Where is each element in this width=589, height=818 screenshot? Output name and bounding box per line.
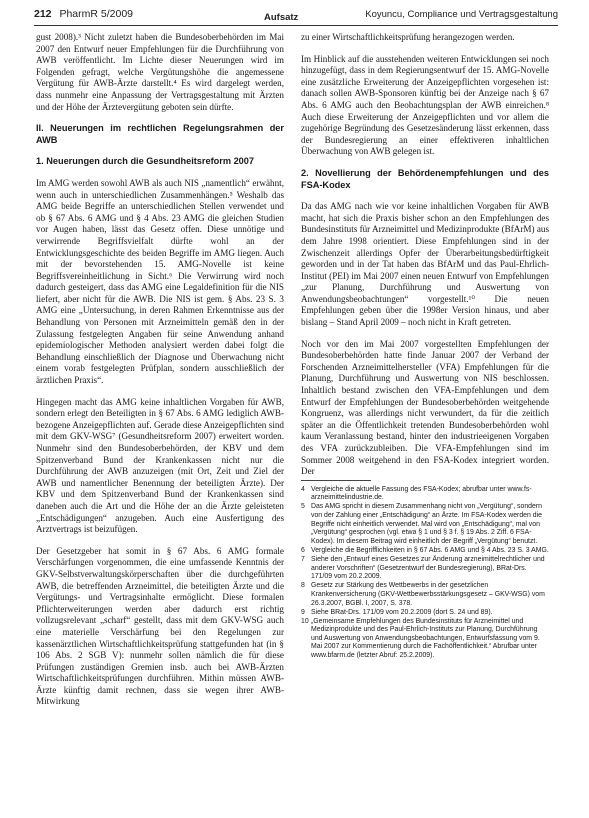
body-paragraph: Da das AMG nach wie vor keine inhaltlichen Vorgaben für AWB macht, hat sich die Praxis bisher schon an den Empfehlungen des Bundesinstituts für Arzneimittel und Medizinprodukte (BfArM) aus dem Jahre 1998 orientiert. Diese Empfehlungen sind in der Zwischenzeit allerdings Opfer der Überarbeitungsbedürftigkeit geworden und in der Tat haben das BfArM und das Paul-Ehrlich-Institut (PEI) im Mai 2007 einen neuen Entwurf von Empfehlungen „zur Planung, Durchführung und Auswertung von Anwendungsbeobachtungen“ vorgestellt.¹⁰ Die neuen Empfehlungen geben über die 1998er Version hinaus, und aber bislang – Stand April 2009 – noch nicht in Kraft getreten.	[301, 201, 549, 328]
page-header	[34, 6, 558, 30]
footnote-number: 7	[301, 556, 305, 564]
section-heading: 2. Novellierung der Behördenempfehlungen und des FSA-Kodex	[301, 167, 549, 190]
page-number: 212	[34, 8, 52, 20]
footnote-text: Siehe BRat-Drs. 171/09 vom 20.2.2009 (dort S. 24 und 89).	[311, 608, 493, 616]
section-label: Aufsatz	[264, 12, 299, 23]
footnote	[301, 556, 549, 582]
footnote-text: Siehe den „Entwurf eines Gesetzes zur Änderung arzneimittelrechtlicher und anderer Vorschriften“ (Gesetzentwurf der Bundesregierung), BRat-Drs. 171/09 vom 20.2.2009.	[311, 556, 545, 581]
footnote-number: 4	[301, 485, 305, 493]
footnote	[301, 486, 549, 503]
right-column	[301, 32, 549, 661]
footnotes	[301, 486, 549, 661]
footnote-text: Vergleiche die Begrifflichkeiten in § 67 Abs. 6 AMG und § 4 Abs. 23 S. 3 AMG.	[311, 546, 549, 554]
footnote	[301, 547, 549, 556]
footnote-text: Das AMG spricht in diesem Zusammenhang nicht von „Vergütung“, sondern von der Zahlung einer „Entschädigung“ an Ärzte. Im FSA-Kodex werden die Begriffe nicht einheitlich verwendet. Mal wird von „Entschädigung“, mal von „Vergütung“ gesprochen (vgl. etwa § 1 und § 3 f. § 19 Abs. 2 Ziff. 6 FSA-Kodex). Im diesem Beitrag wird einheitlich der Begriff „Vergütung“ benutzt.	[311, 503, 542, 545]
footnote-rule	[301, 480, 371, 481]
footnote	[301, 609, 549, 618]
header-left	[34, 8, 133, 20]
body-paragraph: Hingegen macht das AMG keine inhaltlichen Vorgaben für AWB, sondern erlegt den Beteiligten in § 67 Abs. 6 AMG lediglich AWB-bezogene Anzeigepflichten auf. Gerade diese Anzeigepflichten sind mit dem GKV-WSG⁷ (Gesundheitsreform 2007) erweitert worden. Nunmehr sind den Bundesoberbehörden, der KBV und dem Spitzenverband Bund der Krankenkassen nicht nur die Durchführung der AWB anzuzeigen (mit Ort, Zeit und Ziel der AWB und namentlicher Benennung der beteiligten Ärzte). Der KBV und dem Spitzenverband Bund der Krankenkassen sind daneben auch die Art und die Höhe der an die Ärzte geleisteten „Entschädigungen“ anzugeben. Auch eine Ausfertigung des Arztvertrags ist beizufügen.	[36, 396, 284, 535]
body-paragraph: Der Gesetzgeber hat somit in § 67 Abs. 6 AMG formale Verschärfungen vorgenommen, die eine umfassende Kenntnis der GKV-Selbstverwaltungskörperschaften über die durchgeführten AWB, die betreffenden Arzneimittel, die beteiligten Ärzte und die Vergütungs- und Vertragsinhalte ermöglicht. Diese formalen Pflichterweiterungen werden aber dadurch erst richtig vollzugsrelevant „scharf“ gestellt, dass mit dem GKV-WSG auch eine materielle Verschärfung bei den Regelungen zur kassenärztlichen Wirtschaftlichkeitsprüfung stattgefunden hat (in § 106 Abs. 2 SGB V): nunmehr sollen nämlich die für diese Prüfungen zuständigen Gremien insb. auch bei AWB-Ärzten Wirtschaftlichkeitsprüfungen durchführen. Mithin müssen AWB-Ärzte künftig damit rechnen, dass sie wegen ihrer AWB-Mitwirkung	[36, 545, 284, 707]
footnote-text: Vergleiche die aktuelle Fassung des FSA-Kodex; abrufbar unter www.fs-arzneimittelindustrie.de.	[311, 485, 532, 502]
left-column	[36, 32, 284, 708]
running-title: Koyuncu, Compliance und Vertragsgestaltung	[365, 9, 558, 20]
footnote-number: 6	[301, 546, 305, 554]
footnote-number: 10	[301, 617, 309, 625]
footnote-text: Gesetz zur Stärkung des Wettbewerbs in der gesetzlichen Krankenversicherung (GKV-Wettbewerbsstärkungsgesetz – GKV-WSG) vom 26.3.2007, BGBl. I, 2007, S. 378.	[311, 582, 545, 607]
section-heading: II. Neuerungen im rechtlichen Regelungsrahmen der AWB	[36, 123, 284, 145]
body-paragraph: zu einer Wirtschaftlichkeitsprüfung herangezogen werden.	[301, 32, 515, 42]
body-paragraph: Noch vor den im Mai 2007 vorgestellten Empfehlungen der Bundesoberbehörden hatte finde Januar 2007 der Verband der Forschenden Arzneimittelhersteller (VFA) Empfehlungen für die Planung, Durchführung und Auswertung von NIS beschlossen. Inhaltlich bestand zwischen den VFA-Empfehlungen und dem Entwurf der Empfehlungen der Bundesoberbehörden weitgehende Kongruenz, was allerdings nicht verwundert, da für die zeitlich später an die Öffentlichkeit tretenden Bundesoberbehörden wohl kaum Veranlassung bestand, hinter den industrieeigenen Vorgaben des VFA zurückzubleiben. Die VFA-Empfehlungen sind im Sommer 2008 weitgehend in den FSA-Kodex integriert worden. Der	[301, 338, 549, 477]
subsection-heading: 1. Neuerungen durch die Gesundheitsreform 2007	[36, 156, 255, 167]
footnote-number: 8	[301, 582, 305, 590]
body-paragraph: Im AMG werden sowohl AWB als auch NIS „namentlich“ erwähnt, wenn auch in unterschiedlichen Zusammenhängen.⁵ Weshalb das AMG beide Begriffe an unterschiedlichen Stellen verwendet und ob § 67 Abs. 6 AMG und § 4 Abs. 23 AMG die gleichen Studien vor Augen haben, lässt das Gesetz offen. Diese unnötige und verwirrende Begriffsvielfalt dürfte wohl an der Entwicklungsgeschichte des beiden Begriffe im AMG liegen. Auch mit der bevorstehenden 15. AMG-Novelle ist keine Begriffsvereinheitlichung in Sicht.⁶ Die Verwirrung wird noch dadurch gesteigert, dass das AMG eine Legaldefinition für die NIS liefert, aber nicht für die AWB. Die NIS ist gem. § Abs. 23 S. 3 AMG eine „Untersuchung, in deren Rahmen Erkenntnisse aus der Behandlung von Personen mit Arzneimitteln gemäß den in der Zulassung festgelegten Angaben für seine Anwendung anhand epidemiologischer Methoden analysiert werden dabei folgt die Behandlung einschließlich der Diagnose und Überwachung nicht einem vorab festgelegten Prüfplan, sondern ausschließlich der ärztlichen Praxis“.	[36, 177, 284, 386]
footnote	[301, 503, 549, 546]
footnote-number: 9	[301, 608, 305, 616]
body-paragraph: Im Hinblick auf die ausstehenden weiteren Entwicklungen sei noch hinzugefügt, dass in dem Regierungsentwurf der 15. AMG-Novelle eine zusätzliche Erweiterung der Anzeigepflichten vorgesehen ist: danach sollen AWB-Sponsoren künftig bei der Anzeige nach § 67 Abs. 6 AMG auch den Beobachtungsplan der AWB einreichen.⁸ Auch diese Erweiterung der Anzeigepflichten und vor allem die zugehörige Begründung des Gesetzesänderung lässt erkennen, dass der Bundesregierung an einer effektiveren inhaltlichen Überwachung von AWB gelegen ist.	[301, 53, 549, 157]
footnote	[301, 582, 549, 608]
footnote-number: 5	[301, 503, 305, 511]
footnote-text: „Gemeinsame Empfehlungen des Bundesinstituts für Arzneimittel und Medizinprodukte und des Paul-Ehrlich-Instituts zur Planung, Durchführung und Auswertung von Anwendungsbeobachtungen, Entwurfsfassung vom 9. Mai 2007 zur Kommentierung durch die Fachöffentlichkeit.“ Abrufbar unter www.bfarm.de (letzter Abruf: 25.2.2009).	[311, 617, 540, 660]
journal-name: PharmR 5/2009	[59, 8, 133, 20]
intro-paragraph: gust 2008).³ Nicht zuletzt haben die Bundesoberbehörden im Mai 2007 den Entwurf neuer Empfehlungen für die Durchführung von AWB veröffentlicht. Im Lichte dieser Neuerungen wird im Folgenden gefragt, welche Vergütungshöhe die angemessene Vergütung für AWB-Ärzte darstellt.⁴ Es wird dargelegt werden, dass nunmehr eine Anpassung der Vertragsgestaltung mit Ärzten und der Höhe der Ärztevergütung geboten sein dürfte.	[36, 32, 284, 112]
footnote	[301, 618, 549, 661]
header-rule	[34, 25, 558, 26]
